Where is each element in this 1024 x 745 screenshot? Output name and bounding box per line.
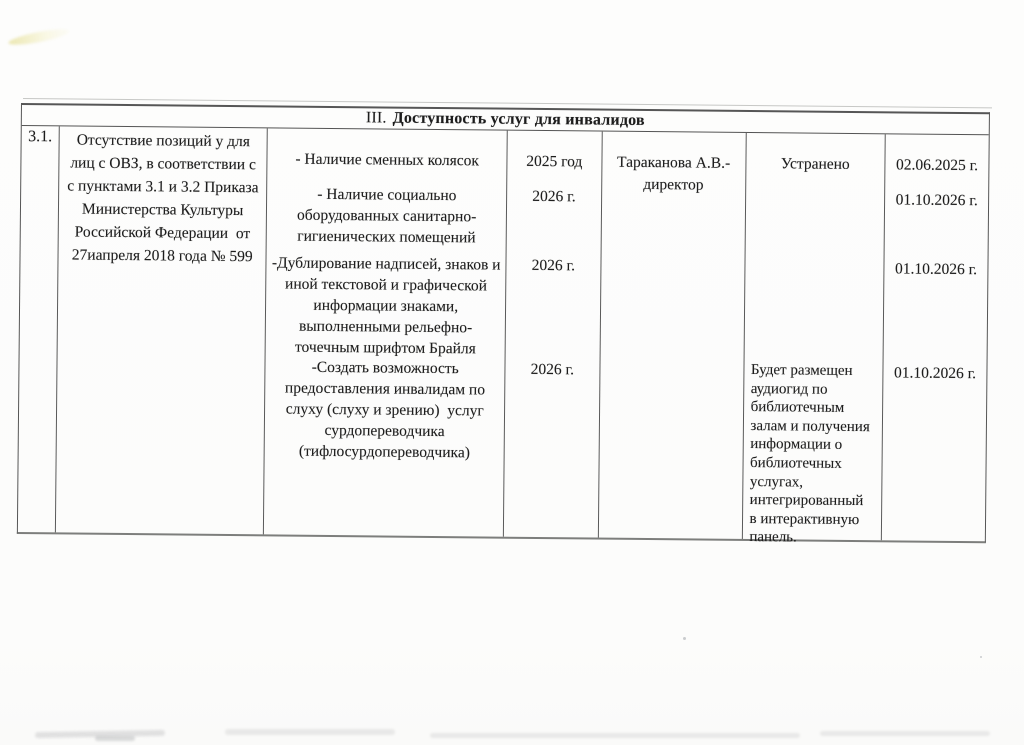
cell-responsible [599, 132, 747, 539]
cell-row-number [18, 126, 60, 532]
cell-measures [264, 128, 507, 536]
scan-artifact-smear [820, 731, 990, 736]
remediation-table-container [17, 103, 990, 546]
table-row-3-1 [18, 126, 989, 546]
row-number: 3.1. [28, 128, 53, 146]
measure-3-action: -Дублирование надписей, знаков и иной текстовой и графической информации знаками, выполненными рельефно-точечным шрифтом Брайля [271, 254, 505, 358]
scan-artifact-smear [225, 729, 395, 735]
cell-deficiency [56, 126, 268, 534]
remediation-table [17, 103, 990, 546]
measure-4-status: Будет размещен аудиогид по библиотечным залам и получения информации о библиотечных услугах, интегрированный в интерактивную панель. [749, 362, 874, 546]
measure-3-date: 01.10.2026 г. [894, 260, 978, 279]
scan-artifact-speck [980, 656, 982, 658]
scan-artifact-smear [430, 733, 800, 738]
scan-artifact-speck [683, 637, 686, 640]
cell-completion-dates [882, 134, 989, 541]
measure-1-action: - Наличие сменных колясок [295, 150, 480, 170]
section-number: III. [365, 109, 387, 127]
measure-2-action: - Наличие социально оборудованных санитарно-гигиенических помещений [296, 185, 477, 247]
responsible-person: Тараканова А.В.- директор [616, 153, 735, 194]
scan-artifact-yellow-streak [8, 26, 71, 48]
measure-1-term: 2025 год [526, 152, 583, 171]
scan-artifact-smear [95, 736, 135, 741]
cell-terms [504, 131, 603, 538]
measure-4-action: -Создать возможность предоставления инвалидам по слуху (слуху и зрению) услуг сурдопереводчика (тифлосурдопереводчика) [284, 358, 489, 462]
measure-3-term: 2026 г. [531, 256, 576, 275]
measure-2-date: 01.10.2026 г. [895, 191, 978, 210]
section-title: Доступность услуг для инвалидов [392, 109, 645, 129]
cell-status [742, 133, 886, 546]
deficiency-text: Отсутствие позиций у для лиц с ОВЗ, в соответствии с с пунктами 3.1 и 3.2 Приказа Министерства Культуры Российской Федерации от 27иапреля 2018 года № 599 [67, 131, 264, 266]
measure-1-status: Устранено [780, 155, 850, 173]
measure-1-date: 02.06.2025 г. [895, 156, 979, 175]
measure-4-term: 2026 г. [530, 360, 575, 379]
measure-2-term: 2026 г. [532, 187, 576, 206]
measure-4-date: 01.10.2026 г. [893, 364, 977, 383]
